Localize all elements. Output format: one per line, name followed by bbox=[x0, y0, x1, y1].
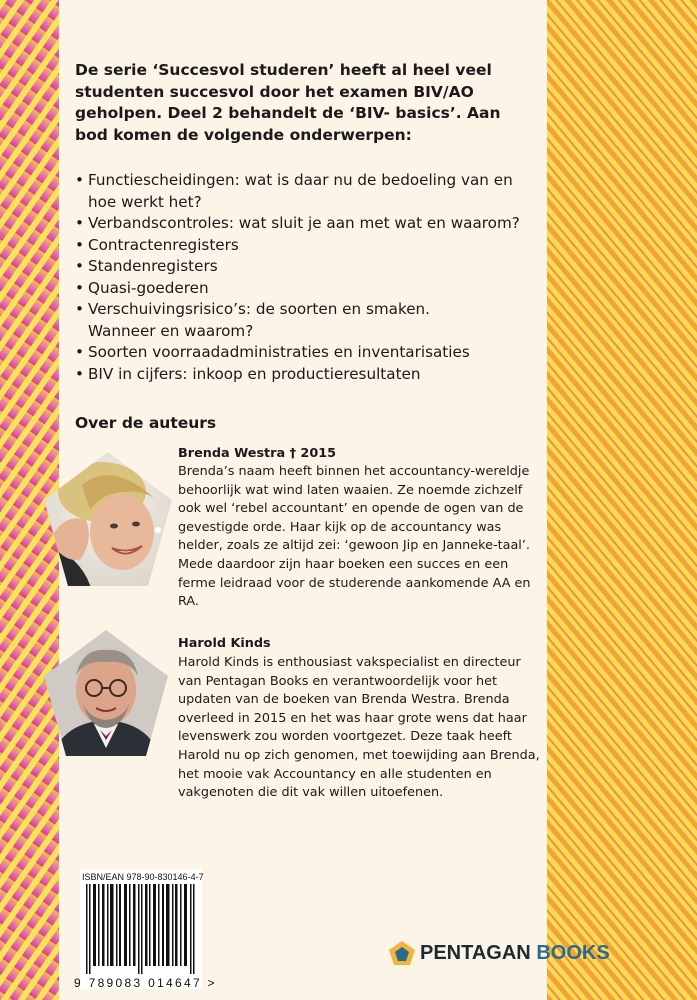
bullet-icon: • bbox=[75, 257, 84, 275]
author-bio-brenda: Brenda’s naam heeft binnen het accountancy-wereldje behoorlijk wat wind laten waaien. Ze noemde zichzelf ook wel ‘rebel accountant’ en opende de ogen van de gevestigde orde. Haar kijk op de accountancy was helder, zoals ze altijd zei: ‘gewoon Jip en Janneke-taal’. Mede daardoor zijn haar boeken een succes en een ferme leidraad voor de studerende aankomende AA en RA. bbox=[178, 464, 531, 610]
author-name-harold: Harold Kinds bbox=[178, 636, 271, 651]
bullet-icon: • bbox=[75, 343, 84, 361]
publisher-logo bbox=[388, 938, 638, 968]
intro-paragraph: De serie ‘Succesvol studeren’ heeft al heel veel studenten succesvol door het examen BIV/AO geholpen. Deel 2 behandelt de ‘BIV- basics’. Aan bod komen de volgende onderwerpen: bbox=[75, 61, 501, 144]
isbn-label: ISBN/EAN 978-90-830146-4-7 bbox=[82, 872, 204, 882]
topic-item: • Quasi-goederen bbox=[75, 278, 545, 300]
barcode-icon bbox=[84, 884, 198, 974]
author-photo-harold bbox=[42, 628, 170, 758]
bullet-icon: • bbox=[75, 364, 84, 383]
bullet-icon: • bbox=[75, 171, 84, 189]
topic-item: • BIV in cijfers: inkoop en productieresultaten bbox=[75, 364, 545, 386]
author-name-brenda: Brenda Westra † 2015 bbox=[178, 446, 337, 461]
barcode-digits: 9 789083 014647 > bbox=[74, 976, 217, 990]
topic-item: • Contractenregisters bbox=[75, 235, 545, 257]
topic-item: • Standenregisters bbox=[75, 256, 545, 278]
pentagon-icon bbox=[388, 940, 416, 966]
topic-item: • Functiescheidingen: wat is daar nu de bedoeling van en hoe werkt het? bbox=[75, 171, 513, 211]
topics-list bbox=[75, 170, 545, 385]
topic-item: • Verschuivingsrisico’s: de soorten en smaken. Wanneer en waarom? bbox=[75, 300, 431, 340]
bullet-icon: • bbox=[75, 214, 84, 232]
topic-item: • Soorten voorraadadministraties en inventarisaties bbox=[75, 342, 545, 364]
author-bio-harold: Harold Kinds is enthousiast vakspecialist en directeur van Pentagan Books en verantwoordelijk voor het updaten van de boeken van Brenda Westra. Brenda overleed in 2015 en het was haar grote wens dat haar levenswerk zou worden voortgezet. Deze taak heeft Harold nu op zich genomen, met toewijding aan Brenda, het mooie vak Accountancy en alle studenten en vakgenoten die dit vak willen uitoefenen. bbox=[178, 655, 540, 801]
bullet-icon: • bbox=[75, 278, 84, 297]
publisher-name: PENTAGAN BOOKS bbox=[420, 942, 610, 964]
bullet-icon: • bbox=[75, 235, 84, 254]
authors-heading: Over de auteurs bbox=[75, 414, 217, 432]
bullet-icon: • bbox=[75, 300, 84, 318]
author-photo-brenda bbox=[42, 450, 174, 590]
topic-item: • Verbandscontroles: wat sluit je aan met wat en waarom? bbox=[75, 213, 545, 235]
